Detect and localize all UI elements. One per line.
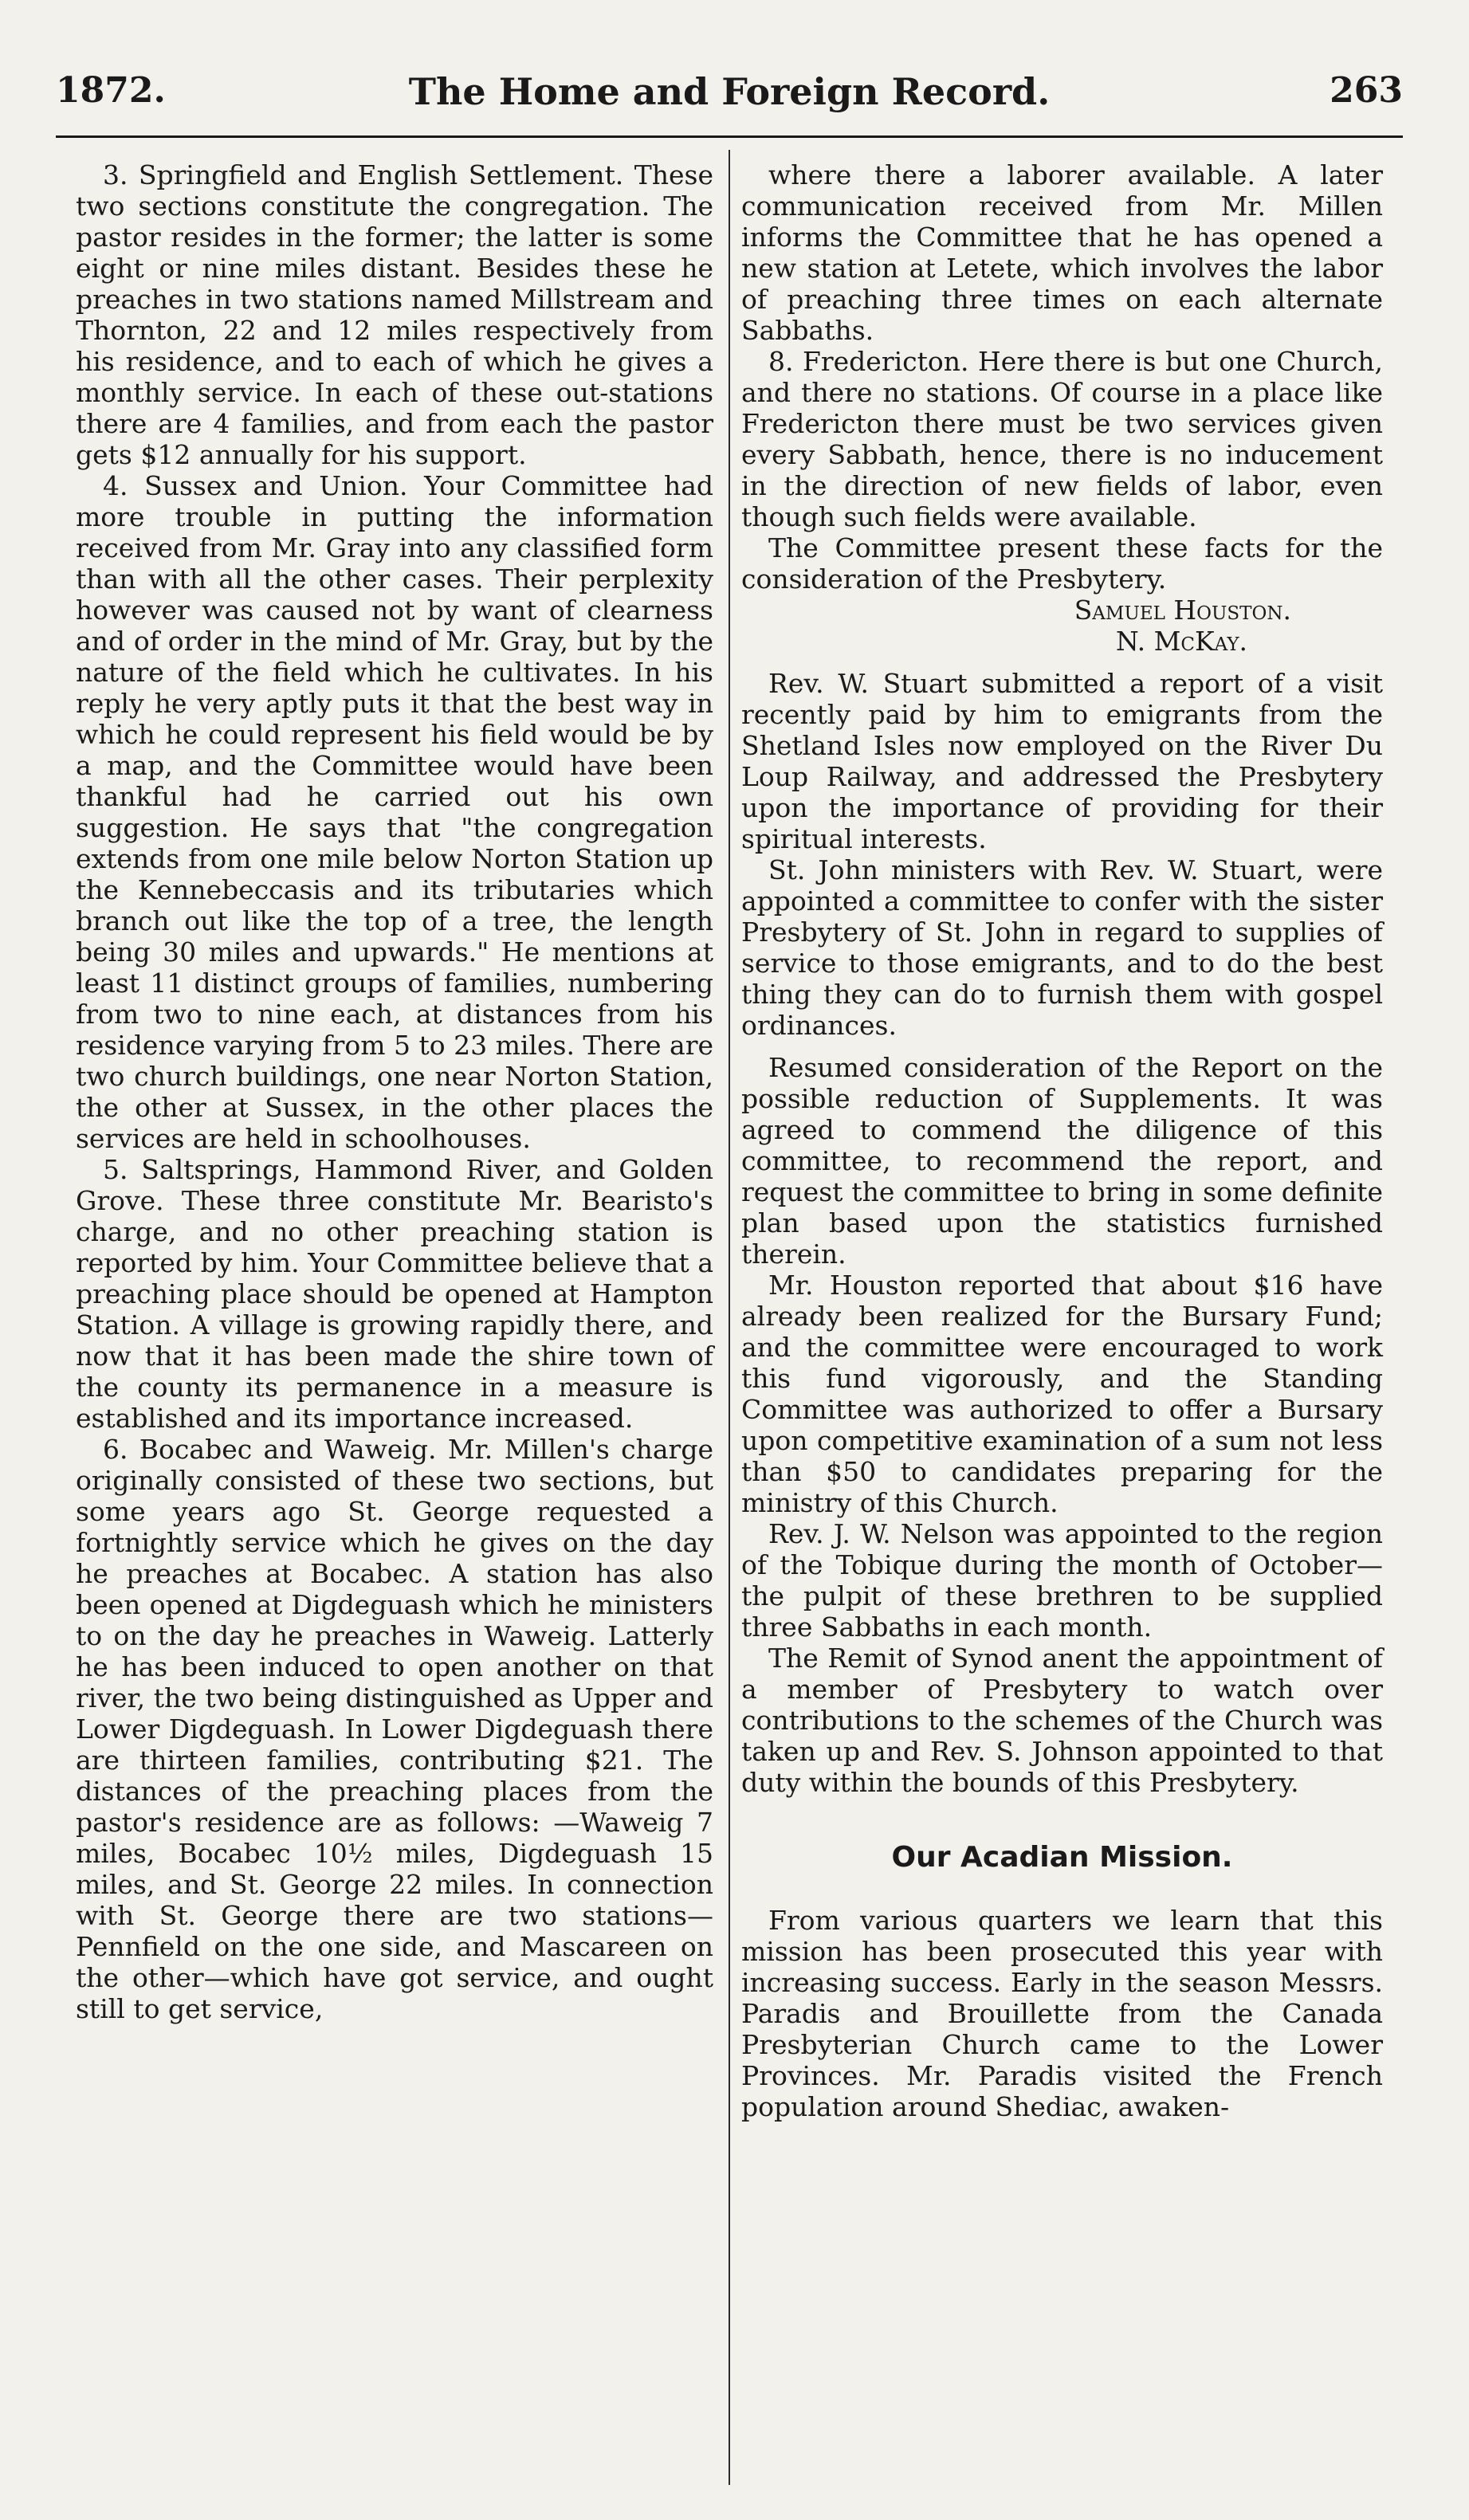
paragraph-sussex-union: 4. Sussex and Union. Your Committee had more trouble in putting the information received from Mr. Gray into any classified form than with all the other cases. Their perplexity however was caused not by want of clearness and of order in the mind of Mr. Gray, but by the nature of the field which he cultivates. In his reply he very aptly puts it that the best way in which he could represent his field would be by a map, and the Committee would have been thankful had he carried out his own suggestion. He says that "the congregation extends from one mile below Norton Station up the Kennebeccasis and its tributaries which branch out like the top of a tree, the length being 30 miles and upwards." He mentions at least 11 distinct groups of families, numbering from two to nine each, at distances from his residence varying from 5 to 23 miles. There are two church buildings, one near Norton Station, the other at Sussex, in the other places the services are held in schoolhouses. — [76, 470, 713, 1154]
paragraph-bocabec-waweig: 6. Bocabec and Waweig. Mr. Millen's charge originally consisted of these two sections, but some years ago St. George requested a fortnightly service which he gives on the day he preaches at Bocabec. A station has also been opened at Digdeguash which he ministers to on the day he preaches in Waweig. Latterly he has been induced to open another on that river, the two being distinguished as Upper and Lower Digdeguash. In Lower Digdeguash there are thirteen families, contributing $21. The distances of the preaching places from the pastor's residence are as follows: —Waweig 7 miles, Bocabec 10½ miles, Digdeguash 15 miles, and St. George 22 miles. In connection with St. George there are two stations—Pennfield on the one side, and Mascareen on the other—which have got service, and ought still to get service, — [76, 1434, 713, 2024]
paragraph-fredericton: 8. Fredericton. Here there is but one Church, and there no stations. Of course in a place like Fredericton there must be two services given every Sabbath, hence, there is no inducement in the direction of new fields of labor, even though such fields were available. — [741, 346, 1383, 532]
paragraph-committee-present: The Committee present these facts for the consideration of the Presbytery. — [741, 532, 1383, 595]
paragraph-remit: The Remit of Synod anent the appointment of a member of Presbytery to watch over contributions to the schemes of the Church was taken up and Rev. S. Johnson appointed to that duty within the bounds of this Presbytery. — [741, 1643, 1383, 1798]
paragraph-st-john-committee: St. John ministers with Rev. W. Stuart, were appointed a committee to confer with the sister Presbytery of St. John in regard to supplies of service to those emigrants, and to do the best thing they can do to furnish them with gospel ordinances. — [741, 854, 1383, 1041]
signature-mckay: N. McKay. — [1115, 626, 1247, 657]
header-page-number: 263 — [1330, 70, 1403, 111]
left-column — [76, 159, 713, 2024]
paragraph-saltsprings: 5. Saltsprings, Hammond River, and Golden Grove. These three constitute Mr. Bearisto's charge, and no other preaching station is reported by him. Your Committee believe that a preaching place should be opened at Hampton Station. A village is growing rapidly there, and now that it has been made the shire town of the county its permanence in a measure is established and its importance increased. — [76, 1154, 713, 1434]
paragraph-supplements: Resumed consideration of the Report on the possible reduction of Supplements. It was agreed to commend the diligence of this committee, to recommend the report, and request the committee to bring in some definite plan based upon the statistics furnished therein. — [741, 1052, 1383, 1270]
right-column — [741, 159, 1383, 2122]
paragraph-nelson: Rev. J. W. Nelson was appointed to the region of the Tobique during the month of October—the pulpit of these brethren to be supplied three Sabbaths in each month. — [741, 1518, 1383, 1643]
column-divider — [729, 150, 730, 2485]
paragraph-continuation: where there a laborer available. A later communication received from Mr. Millen informs the Committee that he has opened a new station at Letete, which involves the labor of preaching three times on each alternate Sabbaths. — [741, 159, 1383, 346]
paragraph-stuart-report: Rev. W. Stuart submitted a report of a visit recently paid by him to emigrants from the Shetland Isles now employed on the River Du Loup Railway, and addressed the Presbytery upon the importance of providing for their spiritual interests. — [741, 668, 1383, 854]
header-journal-title: The Home and Foreign Record. — [408, 70, 1051, 113]
running-header — [56, 70, 1403, 134]
paragraph-bursary: Mr. Houston reported that about $16 have already been realized for the Bursary Fund; and the committee were encouraged to work this fund vigorously, and the Standing Committee was authorized to offer a Bursary upon competitive examination of a sum not less than $50 to candidates preparing for the ministry of this Church. — [741, 1270, 1383, 1518]
section-heading: Our Acadian Mission. — [891, 1841, 1233, 1874]
header-rule — [56, 135, 1403, 138]
paragraph-acadian-mission: From various quarters we learn that this mission has been prosecuted this year with increasing success. Early in the season Messrs. Paradis and Brouillette from the Canada Presbyterian Church came to the Lower Provinces. Mr. Paradis visited the French population around Shediac, awaken- — [741, 1905, 1383, 2122]
header-year: 1872. — [56, 70, 166, 111]
paragraph-springfield: 3. Springfield and English Settlement. These two sections constitute the congregation. The pastor resides in the former; the latter is some eight or nine miles distant. Besides these he preaches in two stations named Millstream and Thornton, 22 and 12 miles respectively from his residence, and to each of which he gives a monthly service. In each of these out-stations there are 4 families, and from each the pastor gets $12 annually for his support. — [76, 159, 713, 470]
signature-houston: Samuel Houston. — [1074, 595, 1291, 626]
